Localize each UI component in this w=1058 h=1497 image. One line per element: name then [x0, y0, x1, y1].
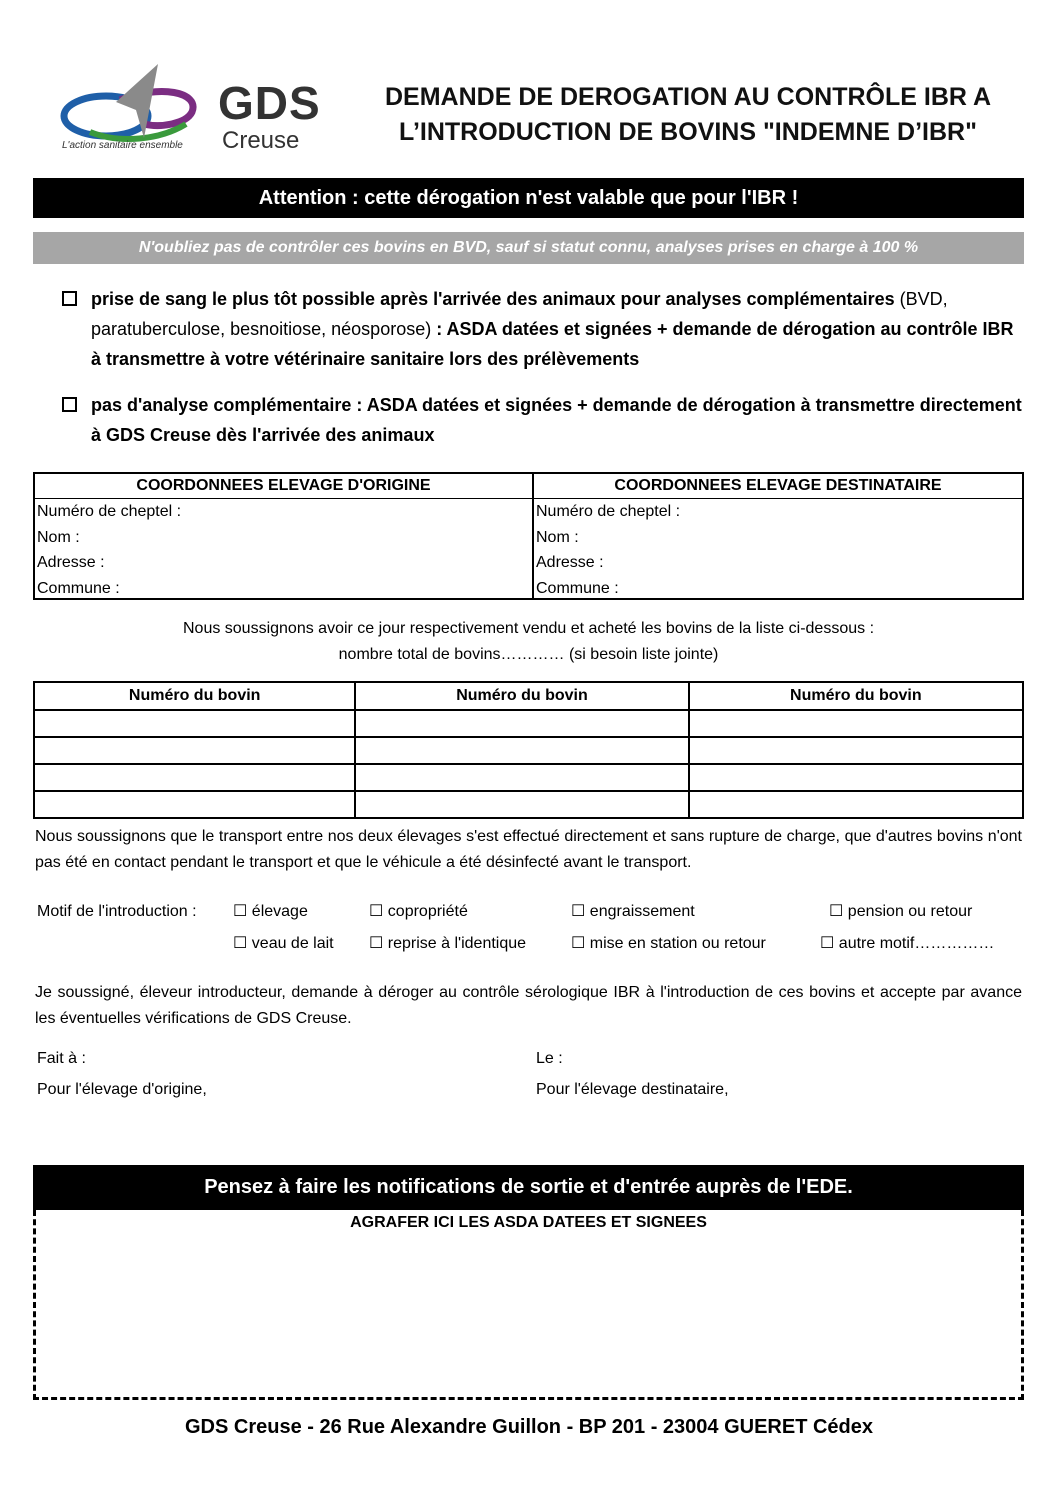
option-blood-test-part1: prise de sang le plus tôt possible après l'arrivée des animaux pour analyses complémentaires	[91, 289, 895, 309]
title-line-1: DEMANDE DE DEROGATION AU CONTRÔLE IBR A	[384, 83, 992, 111]
origin-commune-field[interactable]: Commune :	[37, 579, 120, 597]
table-row	[34, 737, 1023, 764]
checkbox-no-analysis[interactable]	[62, 397, 77, 412]
destination-herd-number-field[interactable]: Numéro de cheptel :	[536, 503, 681, 520]
ede-notification-banner: Pensez à faire les notifications de sortie et d'entrée auprès de l'EDE.	[33, 1165, 1024, 1210]
logo-name: GDS	[218, 77, 321, 129]
motif-option-pension[interactable]: ☐ pension ou retour	[829, 903, 973, 920]
cattle-number-cell[interactable]	[689, 791, 1023, 818]
origin-signature-field[interactable]: Pour l'élevage d'origine,	[37, 1081, 207, 1098]
motif-option-mise-en-station[interactable]: ☐ mise en station ou retour	[571, 935, 766, 952]
destination-farm-header: COORDONNEES ELEVAGE DESTINATAIRE	[534, 474, 1022, 499]
option-no-analysis	[62, 390, 1022, 450]
cattle-table-header-row	[34, 682, 1023, 710]
origin-name-field[interactable]: Nom :	[37, 528, 80, 546]
option-blood-test-part2: (BVD, paratuberculose, besnoitiose, néosporose)	[91, 289, 948, 339]
cattle-number-cell[interactable]	[689, 710, 1023, 737]
cattle-number-cell[interactable]	[34, 791, 355, 818]
option-blood-test-text	[91, 284, 1022, 374]
document-title	[368, 80, 1008, 150]
option-no-analysis-text: pas d'analyse complémentaire : ASDA datées et signées + demande de dérogation à transmettre directement à GDS Creuse dès l'arrivée des animaux	[91, 395, 1022, 445]
title-line-2: L’INTRODUCTION DE BOVINS "INDEMNE D’IBR"	[399, 118, 977, 146]
destination-farm-column	[534, 474, 1022, 598]
derogation-request-statement: Je soussigné, éleveur introducteur, demande à déroger au contrôle sérologique IBR à l'introduction de ces bovins et accepte par avance les éventuelles vérifications de GDS Creuse.	[35, 984, 1022, 1027]
motif-option-engraissement[interactable]: ☐ engraissement	[571, 903, 695, 920]
destination-signature-field[interactable]: Pour l'élevage destinataire,	[536, 1081, 729, 1098]
motif-option-reprise[interactable]: ☐ reprise à l'identique	[369, 935, 527, 952]
table-row	[34, 710, 1023, 737]
cattle-number-header: Numéro du bovin	[355, 682, 688, 710]
date-field[interactable]: Le :	[536, 1050, 563, 1067]
sale-declaration-line-1: Nous soussignons avoir ce jour respectivement vendu et acheté les bovins de la liste ci-dessous :	[182, 620, 875, 637]
cattle-number-header: Numéro du bovin	[34, 682, 355, 710]
motif-option-veau-de-lait[interactable]: ☐ veau de lait	[233, 935, 334, 952]
origin-address-field[interactable]: Adresse :	[37, 554, 105, 571]
motif-label: Motif de l'introduction :	[37, 903, 197, 920]
cattle-number-cell[interactable]	[34, 737, 355, 764]
origin-herd-number-field[interactable]: Numéro de cheptel :	[37, 503, 182, 520]
motif-option-copropriete[interactable]: ☐ copropriété	[369, 903, 468, 920]
cattle-number-cell[interactable]	[689, 737, 1023, 764]
logo-tagline: L'action sanitaire ensemble	[62, 140, 183, 151]
cattle-number-cell[interactable]	[34, 764, 355, 791]
motif-option-autre[interactable]: ☐ autre motif……………	[820, 935, 995, 952]
destination-address-field[interactable]: Adresse :	[536, 554, 604, 571]
cattle-number-cell[interactable]	[689, 764, 1023, 791]
table-row	[34, 764, 1023, 791]
staple-area	[33, 1210, 1024, 1400]
destination-name-field[interactable]: Nom :	[536, 528, 579, 546]
footer-address: GDS Creuse - 26 Rue Alexandre Guillon - BP 201 - 23004 GUERET Cédex	[184, 1416, 874, 1438]
checkbox-blood-test[interactable]	[62, 291, 77, 306]
reminder-banner: N'oubliez pas de contrôler ces bovins en BVD, sauf si statut connu, analyses prises en charge à 100 %	[33, 232, 1024, 264]
total-cattle-count-line[interactable]: nombre total de bovins………… (si besoin liste jointe)	[338, 646, 719, 663]
cattle-number-cell[interactable]	[355, 791, 688, 818]
cattle-number-cell[interactable]	[34, 710, 355, 737]
farm-coordinates-table	[33, 472, 1024, 600]
cattle-number-cell[interactable]	[355, 710, 688, 737]
cattle-number-header: Numéro du bovin	[689, 682, 1023, 710]
transport-declaration: Nous soussignons que le transport entre nos deux élevages s'est effectué directement et sans rupture de charge, que d'autres bovins n'ont pas été en contact pendant le transport et que le véhicule a été désinfecté avant le transport.	[35, 828, 1022, 871]
staple-area-label: AGRAFER ICI LES ASDA DATEES ET SIGNEES	[350, 1214, 707, 1231]
cattle-number-cell[interactable]	[355, 764, 688, 791]
origin-farm-header: COORDONNEES ELEVAGE D'ORIGINE	[35, 474, 532, 499]
motif-option-elevage[interactable]: ☐ élevage	[233, 903, 308, 920]
logo-subname: Creuse	[222, 127, 300, 154]
destination-commune-field[interactable]: Commune :	[536, 579, 619, 597]
cattle-number-table	[33, 681, 1024, 819]
attention-banner: Attention : cette dérogation n'est valable que pour l'IBR !	[33, 178, 1024, 218]
option-blood-test	[62, 284, 1022, 374]
cattle-number-cell[interactable]	[355, 737, 688, 764]
place-field[interactable]: Fait à :	[37, 1050, 86, 1067]
origin-farm-column	[35, 474, 534, 598]
option-blood-test-part3: : ASDA datées et signées + demande de dérogation au contrôle IBR à transmettre à votre vétérinaire sanitaire lors des prélèvements	[91, 319, 1014, 369]
sale-declaration	[33, 616, 1024, 668]
table-row	[34, 791, 1023, 818]
